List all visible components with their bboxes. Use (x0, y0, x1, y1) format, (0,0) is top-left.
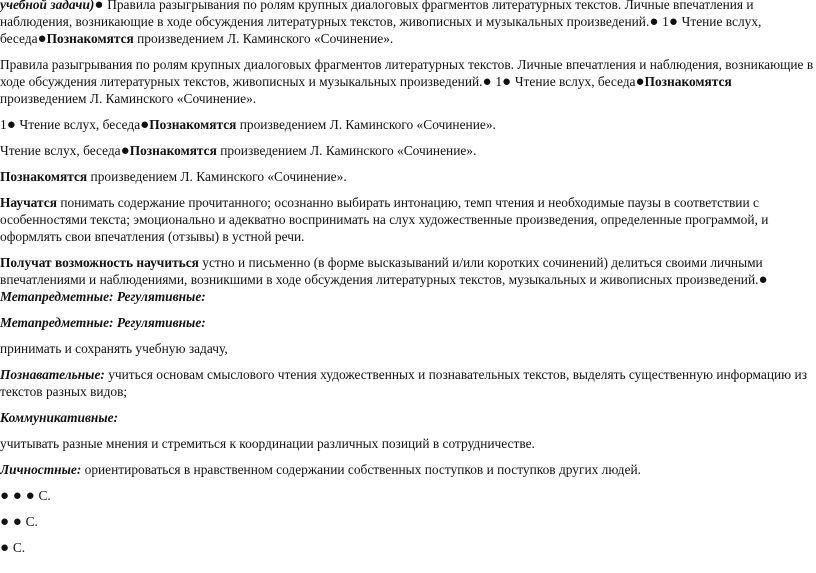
text-run: понимать содержание прочитанного; осознанно выбирать интонацию, темп чтения и необходимые паузы в соответствии с особенностями текста; эмоционально и адекватно воспринимать на слух художественные произведения, определенные программой, и оформлять свои впечатления (отзывы) в устной речи. (0, 195, 769, 244)
text-run: произведением Л. Каминского «Сочинение». (0, 91, 257, 106)
paragraph (0, 194, 816, 245)
bullet-icon: ● (668, 14, 682, 30)
text-run: С. (38, 488, 51, 503)
paragraph (0, 254, 816, 305)
paragraph (0, 366, 816, 400)
bullet-icon: ● ● ● (0, 488, 39, 504)
text-run: учитывать разные мнения и стремиться к координации различных позиций в сотрудничестве. (0, 436, 535, 451)
emphasis-label: Познавательные: (0, 367, 105, 382)
text-run: С. (25, 514, 38, 529)
paragraph (0, 0, 816, 47)
bullet-icon: ● (758, 272, 768, 288)
bullet-icon: ● (635, 74, 645, 90)
text-run: произведением Л. Каминского «Сочинение». (133, 31, 394, 46)
emphasis-label: Научатся (0, 195, 57, 210)
bullet-icon: ● (0, 540, 13, 556)
emphasis-label: Получат возможность научиться (0, 255, 199, 270)
text-run: 1 (0, 117, 7, 132)
bullet-icon: ● (94, 0, 108, 13)
emphasis-label: Личностные: (0, 462, 82, 477)
bullet-icon: ● (37, 31, 47, 47)
text-run: Чтение вслух, беседа (19, 117, 141, 132)
text-run: 1 (495, 74, 503, 89)
emphasis-label: Коммуникативные: (0, 410, 119, 425)
text-run: ориентироваться в нравственном содержании собственных поступков и поступков других людей. (81, 462, 641, 477)
bullet-icon: ● (482, 74, 496, 90)
emphasis-label: учебной задачи) (0, 0, 95, 12)
emphasis-label: Познакомятся (46, 31, 134, 46)
paragraph (0, 539, 816, 556)
emphasis-label: Познакомятся (0, 169, 88, 184)
paragraph (0, 142, 816, 159)
bullet-icon: ● (120, 143, 130, 159)
text-run: 1 (662, 14, 669, 29)
text-run: принимать и сохранять учебную задачу, (0, 341, 228, 356)
emphasis-label: Метапредметные: Регулятивные: (0, 315, 206, 330)
text-run: произведением Л. Каминского «Сочинение». (87, 169, 347, 184)
text-run: С. (12, 540, 26, 555)
paragraph (0, 461, 816, 478)
text-run: Правила разыгрывания по ролям крупных диалоговых фрагментов литературных текстов. Личные впечатления и наблюдения, возникающие в ходе обсуждения литературных текстов, живописных и музыкальных произведений. (0, 0, 754, 29)
text-run: произведением Л. Каминского «Сочинение». (236, 117, 496, 132)
paragraph (0, 56, 816, 107)
emphasis-label: Познакомятся (644, 74, 732, 89)
text-run: произведением Л. Каминского «Сочинение». (216, 143, 477, 158)
text-run: учиться основам смыслового чтения художественных и познавательных текстов, выделять существенную информацию из текстов разных видов; (0, 367, 807, 399)
paragraph (0, 340, 816, 357)
text-run: Чтение вслух, беседа (0, 14, 762, 46)
paragraph (0, 314, 816, 331)
paragraph (0, 168, 816, 185)
paragraph (0, 409, 816, 426)
emphasis-label: Познакомятся (149, 117, 237, 132)
text-run: Чтение вслух, беседа (0, 143, 121, 158)
text-run: устно и письменно (в форме высказываний и/или коротких сочинений) делиться своими личными впечатлениями и наблюдениями, возникшими в ходе обсуждения литературных текстов, музыкальных и живописных произведений. (0, 255, 763, 287)
bullet-icon: ● (6, 117, 20, 133)
bullet-icon: ● (502, 74, 515, 90)
emphasis-label: Познакомятся (129, 143, 217, 158)
bullet-icon: ● (140, 117, 150, 133)
emphasis-label: Метапредметные: Регулятивные: (0, 289, 206, 304)
paragraph (0, 116, 816, 133)
bullet-icon: ● ● (0, 514, 26, 530)
bullet-icon: ● (649, 14, 663, 30)
paragraph (0, 513, 816, 530)
text-run: Правила разыгрывания по ролям крупных диалоговых фрагментов литературных текстов. Личные впечатления и наблюдения, возникающие в ходе обсуждения литературных текстов, живописных и музыкальных произведений. (0, 57, 814, 89)
paragraph (0, 487, 816, 504)
paragraph (0, 435, 816, 452)
text-run: Чтение вслух, беседа (514, 74, 636, 89)
